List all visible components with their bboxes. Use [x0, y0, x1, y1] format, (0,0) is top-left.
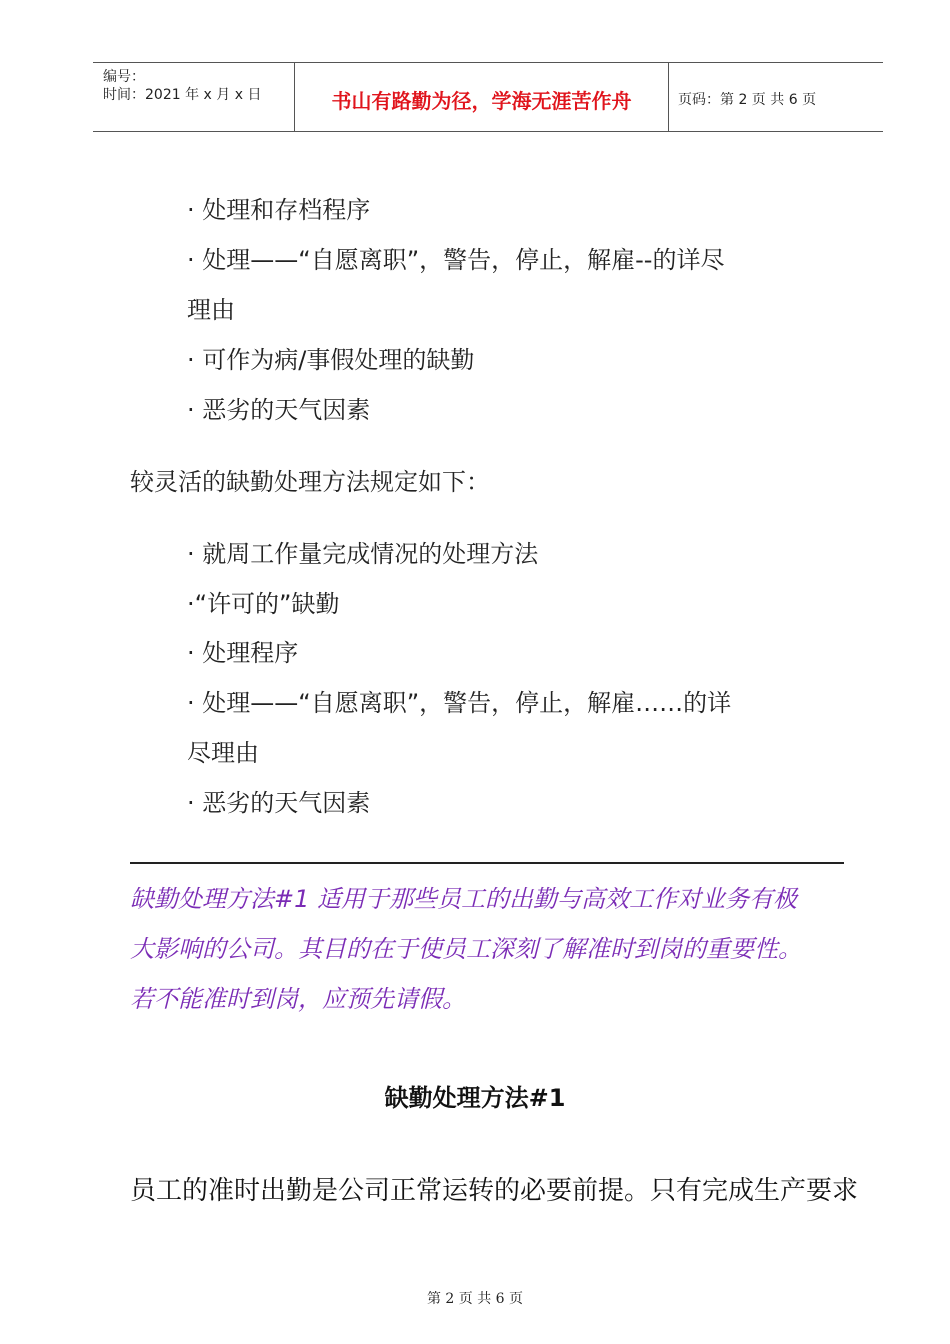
note-line: 大影响的公司。其目的在于使员工深刻了解准时到岗的重要性。	[130, 935, 802, 963]
serial-label: 编号：	[103, 69, 145, 85]
list-item-continuation: 尽理由	[187, 739, 259, 767]
divider	[130, 862, 844, 864]
page-header	[93, 62, 883, 132]
header-motto: 书山有路勤为径，学海无涯苦作舟	[331, 89, 632, 113]
list-item: · 恶劣的天气因素	[187, 396, 371, 424]
header-motto-cell	[294, 63, 669, 131]
header-meta-cell	[93, 63, 294, 131]
list-item: · 处理——“自愿离职”，警告，停止，解雇……的详	[187, 689, 732, 717]
list-item: · 就周工作量完成情况的处理方法	[187, 540, 539, 568]
intro-paragraph: 较灵活的缺勤处理方法规定如下：	[130, 468, 490, 496]
date-label: 时间：2021 年 x 月 x 日	[103, 87, 262, 103]
list-item: · 恶劣的天气因素	[187, 789, 371, 817]
note-line: 若不能准时到岗，应预先请假。	[130, 985, 466, 1013]
list-item: · 处理程序	[187, 639, 299, 667]
note-line: 缺勤处理方法#1 适用于那些员工的出勤与高效工作对业务有极	[130, 885, 798, 913]
header-page-number: 页码：第 2 页 共 6 页	[678, 92, 817, 108]
list-item: · 可作为病/事假处理的缺勤	[187, 346, 475, 374]
list-item: · 处理——“自愿离职”，警告，停止，解雇--的详尽	[187, 246, 725, 274]
list-item-continuation: 理由	[187, 296, 235, 324]
header-page-cell	[668, 63, 883, 131]
section-title: 缺勤处理方法#1	[384, 1084, 566, 1112]
page-footer: 第 2 页 共 6 页	[426, 1291, 524, 1307]
list-item: · 处理和存档程序	[187, 196, 371, 224]
body-paragraph: 员工的准时出勤是公司正常运转的必要前提。只有完成生产要求	[130, 1176, 859, 1206]
list-item: ·“许可的”缺勤	[187, 590, 340, 618]
